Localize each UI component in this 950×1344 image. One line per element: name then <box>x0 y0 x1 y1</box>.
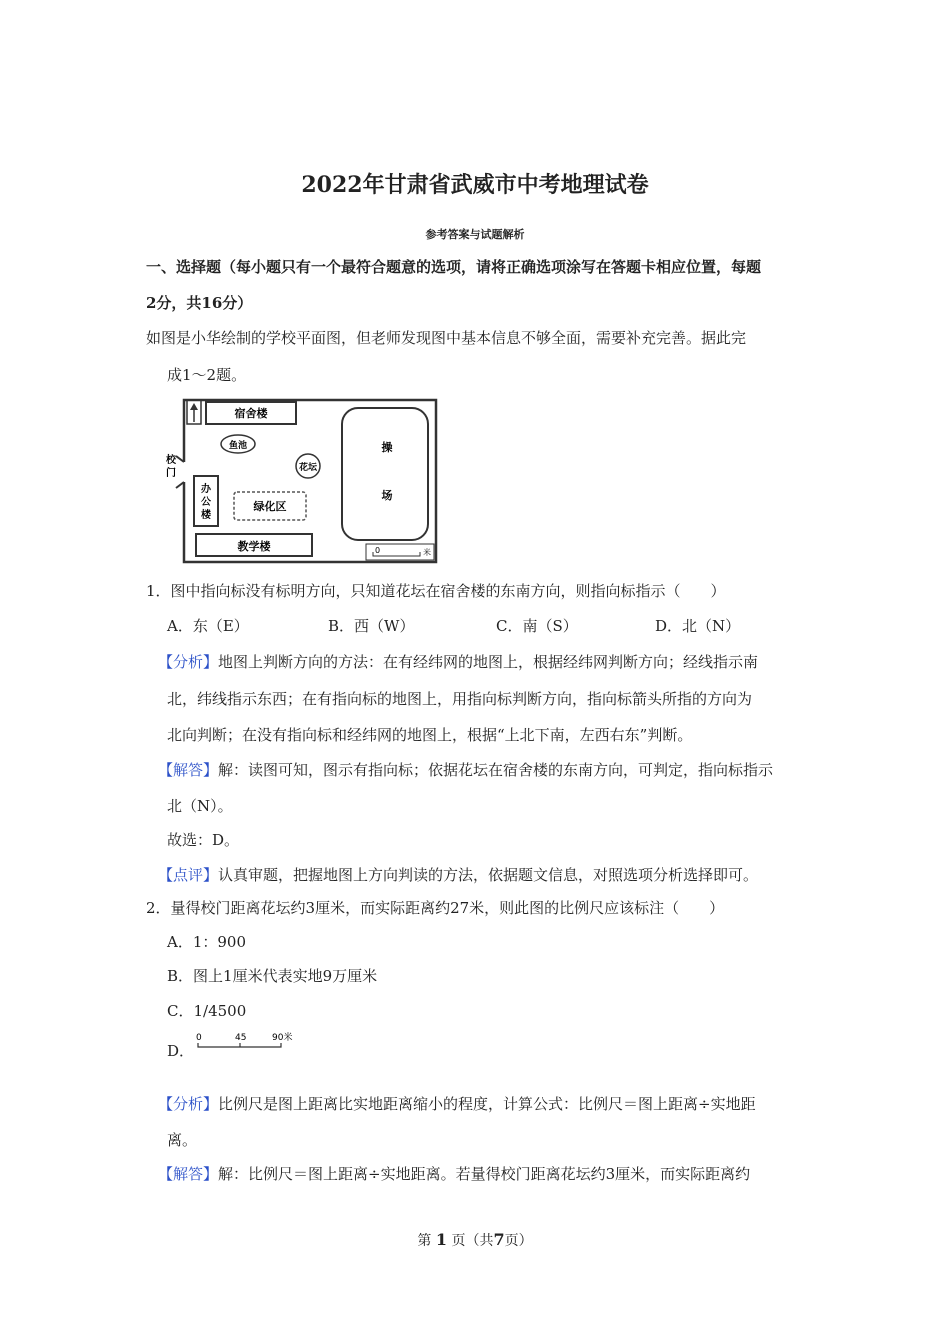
page-subtitle: 参考答案与试题解析 <box>425 228 525 241</box>
q1-analysis-tag: 【分析】 <box>158 653 219 671</box>
map-label-teaching: 教学楼 <box>237 540 271 553</box>
q1-option-a: A．东（E） <box>167 617 249 635</box>
section-heading-line1: 一、选择题（每小题只有一个最符合题意的选项，请将正确选项涂写在答题卡相应位置，每题 <box>146 258 762 276</box>
q1-answer-line1: 【解答】解：读图可知，图示有指向标；依据花坛在宿舍楼的东南方向，可判定，指向标指示 <box>158 761 774 779</box>
map-label-gate-1: 校 <box>166 455 176 466</box>
q2-answer-line1: 【解答】解：比例尺＝图上距离÷实地距离。若量得校门距离花坛约3厘米，而实际距离约 <box>158 1165 751 1183</box>
north-arrow-icon <box>187 400 201 424</box>
page-footer: 第 1 页（共7页） <box>417 1230 533 1249</box>
q1-stem: 1．图中指向标没有标明方向，只知道花坛在宿舍楼的东南方向，则指向标指示（ ） <box>146 582 726 600</box>
map-label-green: 绿化区 <box>253 500 287 513</box>
page-total: 7 <box>493 1230 505 1249</box>
scale-label-45: 45 <box>235 1033 247 1043</box>
q2-option-b: B．图上1厘米代表实地9万厘米 <box>167 967 378 985</box>
q1-answer-line2: 北（N）。 <box>167 797 233 815</box>
scale-label-0: 0 <box>196 1033 202 1043</box>
map-label-office-1: 办 <box>201 484 211 495</box>
intro-line2: 成1～2题。 <box>167 366 247 384</box>
scale-label-90: 90米 <box>272 1033 293 1043</box>
q2-answer-tag: 【解答】 <box>158 1165 219 1183</box>
page-number: 1 <box>435 1230 447 1249</box>
map-label-fishpond: 鱼池 <box>228 441 248 451</box>
q1-analysis-line3: 北向判断；在没有指向标和经纬网的地图上，根据“上北下南，左西右东”判断。 <box>167 726 693 744</box>
q1-answer-tag: 【解答】 <box>158 761 219 779</box>
q1-option-c: C．南（S） <box>496 617 578 635</box>
q1-analysis-line2: 北，纬线指示东西；在有指向标的地图上，用指向标判断方向，指向标箭头所指的方向为 <box>167 690 753 708</box>
map-label-playground-1: 操 <box>381 441 393 454</box>
q1-choice: 故选：D。 <box>167 831 240 849</box>
q2-option-a: A．1：900 <box>167 933 247 951</box>
page-title: 2022年甘肃省武威市中考地理试卷 <box>301 172 649 198</box>
q2-analysis-line1: 【分析】比例尺是图上距离比实地距离缩小的程度，计算公式：比例尺＝图上距离÷实地距 <box>158 1095 756 1113</box>
q1-analysis-line1: 【分析】地图上判断方向的方法：在有经纬网的地图上，根据经纬网判断方向；经线指示南 <box>158 653 759 671</box>
q2-analysis-tag: 【分析】 <box>158 1095 219 1113</box>
map-label-gate-2: 门 <box>166 468 176 479</box>
q2-stem: 2．量得校门距离花坛约3厘米，而实际距离约27米，则此图的比例尺应该标注（ ） <box>146 899 725 917</box>
q2-option-d: D． <box>167 1042 195 1060</box>
q2-option-d-scale-bar <box>194 1030 302 1052</box>
map-label-dorm: 宿舍楼 <box>234 407 268 420</box>
map-label-playground-2: 场 <box>381 489 393 502</box>
map-scale-zero: 0 <box>375 546 381 555</box>
intro-line1: 如图是小华绘制的学校平面图，但老师发现图中基本信息不够全面，需要补充完善。据此完 <box>146 329 747 347</box>
q1-comment-tag: 【点评】 <box>158 866 219 884</box>
q2-option-c: C．1/4500 <box>167 1002 247 1020</box>
q1-comment: 【点评】认真审题，把握地图上方向判读的方法，依据题文信息，对照选项分析选择即可。 <box>158 866 759 884</box>
map-label-office-3: 楼 <box>201 510 211 521</box>
map-scale-unit: 米 <box>423 548 431 557</box>
school-map <box>162 396 440 564</box>
q1-option-b: B．西（W） <box>328 617 415 635</box>
q1-option-d: D．北（N） <box>655 617 741 635</box>
q2-analysis-line2: 离。 <box>167 1131 198 1149</box>
map-label-office-2: 公 <box>201 497 211 508</box>
map-label-flowerbed: 花坛 <box>298 463 318 473</box>
section-heading-line2: 2分，共16分） <box>146 294 253 312</box>
